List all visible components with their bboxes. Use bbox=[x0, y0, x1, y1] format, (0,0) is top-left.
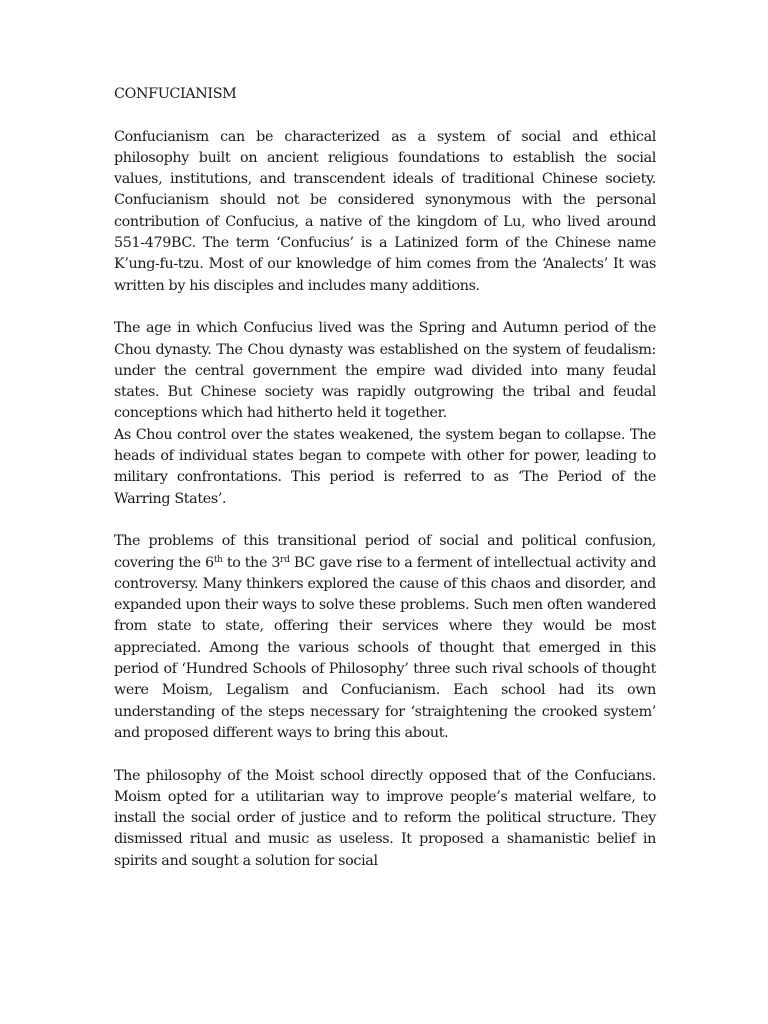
paragraph-hundred-schools bbox=[114, 531, 656, 744]
document-heading: CONFUCIANISM bbox=[114, 86, 237, 102]
paragraph-intro: Confucianism can be characterized as a system of social and ethical philosophy built on ancient religious foundations to establish the social values, institutions, and transcendent ideals of traditional Chinese society. Confucianism should not be considered synonymous with the personal contribution of Confucius, a native of the kingdom of Lu, who lived around 551-479BC. The term ‘Confucius’ is a Latinized form of the Chinese name K’ung-fu-tzu. Most of our knowledge of him comes from the ‘Analects’ It was written by his disciples and includes many additions. bbox=[114, 128, 656, 294]
paragraph-moist-school: The philosophy of the Moist school directly opposed that of the Confucians. Moism opted for a utilitarian way to improve people’s material welfare, to install the social order of justice and to reform the political structure. They dismissed ritual and music as useless. It proposed a shamanistic belief in spirits and sought a solution for social bbox=[114, 767, 656, 869]
document-body bbox=[114, 84, 656, 872]
paragraph-text: BC gave rise to a ferment of intellectual activity and controversy. Many thinkers explored the cause of this chaos and disorder, and expanded upon their ways to solve these problems. Such men often wandered from state to state, offering their services where they would be most appreciated. Among the various schools of thought that emerged in this period of ‘Hundred Schools of Philosophy’ three such rival schools of thought were Moism, Legalism and Confucianism. Each school had its own understanding of the steps necessary for ‘straightening the crooked system’ and proposed different ways to bring this about. bbox=[114, 554, 656, 741]
superscript-th: th bbox=[213, 554, 223, 565]
superscript-rd: rd bbox=[280, 554, 290, 565]
paragraph-warring-states: As Chou control over the states weakened, the system began to collapse. The heads of individual states began to compete with other for power, leading to military confrontations. This period is referred to as ‘The Period of the Warring States’. bbox=[114, 426, 656, 507]
paragraph-text: to the 3 bbox=[222, 554, 281, 571]
paragraph-text: The problems of this transitional period of social and political confusion, covering the 6 bbox=[114, 533, 656, 571]
paragraph-age-of-confucius: The age in which Confucius lived was the Spring and Autumn period of the Chou dynasty. The Chou dynasty was established on the system of feudalism: under the central government the empire wad divided into many feudal states. But Chinese society was rapidly outgrowing the tribal and feudal conceptions which had hitherto held it together. bbox=[114, 320, 656, 422]
